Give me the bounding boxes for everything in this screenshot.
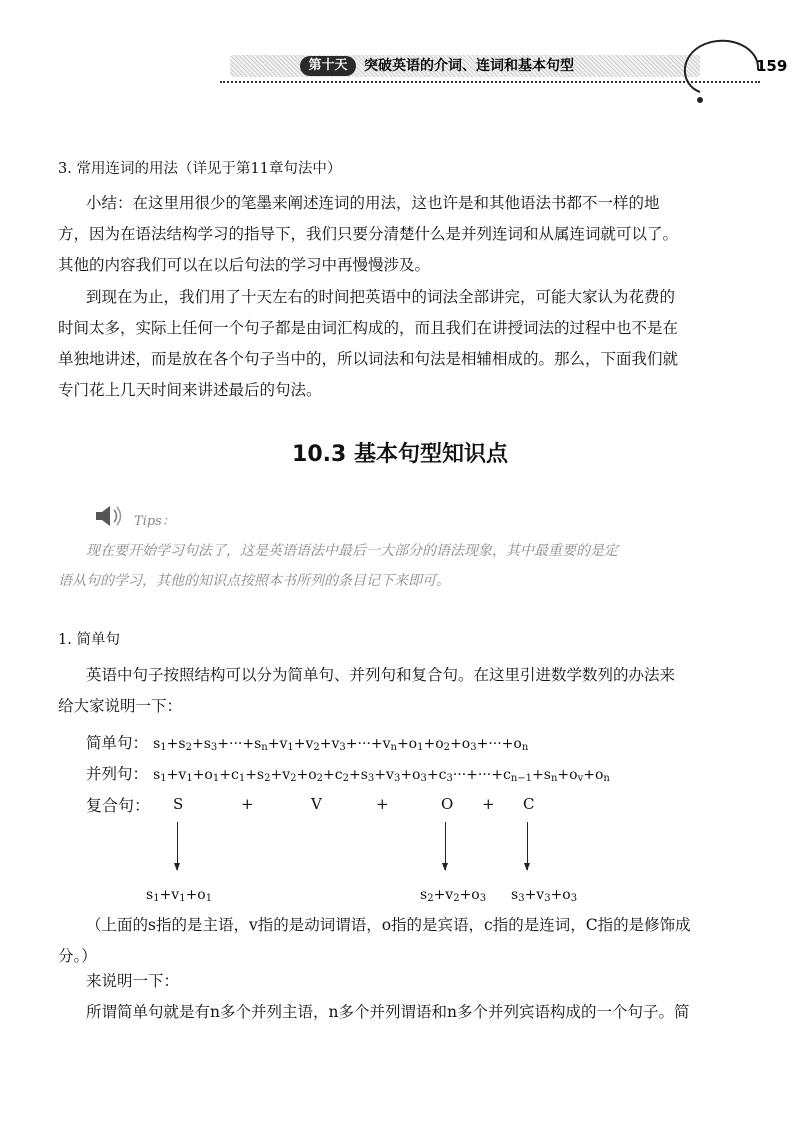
subhead-1: 1. 简单句 — [58, 632, 120, 648]
arrow-s — [177, 822, 178, 870]
tips-line: 语从句的学习，其他的知识点按照本书所列的条目记下来即可。 — [58, 573, 450, 589]
chapter-title: 突破英语的介词、连词和基本句型 — [364, 58, 574, 74]
complex-plus: + — [241, 795, 254, 813]
expansion-o: $s_2+v_2+o_3$ — [420, 887, 487, 904]
intro-line: 英语中句子按照结构可以分为简单句、并列句和复合句。在这里引进数学数列的办法来 — [86, 666, 676, 684]
compound-sentence-label: 并列句： — [86, 765, 149, 783]
complex-part-v: V — [311, 795, 322, 813]
paragraph-line: 到现在为止，我们用了十天左右的时间把英语中的词法全部讲完，可能大家认为花费的 — [86, 288, 676, 306]
compound-sentence-formula: $s_1+v_1+o_1+c_1+s_2+v_2+o_2+c_2+s_3+v_3+o_3+c_3\cdot\cdot\cdot+\cdot\cdot\cdot+c_{n-1}+s_n+o_v+o_n$ — [153, 767, 610, 784]
note-line: 分。） — [58, 947, 97, 965]
simple-sentence-label: 简单句： — [86, 734, 149, 752]
complex-plus: + — [482, 795, 495, 813]
page-number: 159 — [756, 57, 788, 75]
subhead-3: 3. 常用连词的用法（详见于第11章句法中） — [58, 161, 342, 177]
paragraph-line: 时间太多，实际上任何一个句子都是由词汇构成的，而且我们在讲授词法的过程中也不是在 — [58, 319, 679, 337]
paragraph-line: 专门花上几天时间来讲述最后的句法。 — [58, 381, 322, 399]
compound-sentence-row — [86, 762, 610, 784]
speaker-icon — [92, 502, 128, 530]
simple-sentence-formula: $s_1+s_2+s_3+\cdot\cdot\cdot+s_n+v_1+v_2+v_3+\cdot\cdot\cdot+v_n+o_1+o_2+o_3+\cdot\cdot\cdot+o_n$ — [153, 736, 529, 753]
summary-line: 其他的内容我们可以在以后句法的学习中再慢慢涉及。 — [58, 256, 431, 274]
summary-line: 方，因为在语法结构学习的指导下，我们只要分清楚什么是并列连词和从属连词就可以了。 — [58, 225, 679, 243]
intro-line: 给大家说明一下： — [58, 697, 183, 715]
simple-sentence-row — [86, 731, 528, 753]
tips-text — [58, 536, 748, 596]
arrow-o — [445, 822, 446, 870]
last-line: 所谓简单句就是有n多个并列主语，n多个并列谓语和n多个并列宾语构成的一个句子。简 — [86, 1003, 690, 1021]
tips-label: Tips： — [134, 514, 175, 529]
expansion-s: $s_1+v_1+o_1$ — [146, 887, 213, 904]
complex-part-s: S — [173, 795, 184, 813]
arrow-c — [527, 822, 528, 870]
complex-part-o: O — [441, 795, 454, 813]
complex-plus: + — [376, 795, 389, 813]
page-swirl-decoration — [660, 30, 770, 110]
expansion-c: $s_3+v_3+o_3$ — [511, 887, 578, 904]
note-line: （上面的s指的是主语，v指的是动词谓语，o指的是宾语，c指的是连词，C指的是修饰成 — [86, 916, 691, 934]
chapter-badge: 第十天 — [300, 56, 356, 76]
summary-line: 小结：在这里用很少的笔墨来阐述连词的用法，这也许是和其他语法书都不一样的地 — [86, 194, 660, 212]
complex-sentence-label: 复合句： — [86, 796, 151, 815]
complex-part-c: C — [523, 795, 535, 813]
explain-line: 来说明一下： — [86, 972, 180, 990]
section-title: 10.3 基本句型知识点 — [292, 442, 508, 467]
tips-line: 现在要开始学习句法了，这是英语语法中最后一大部分的语法现象，其中最重要的是定 — [86, 543, 618, 559]
paragraph-line: 单独地讲述，而是放在各个句子当中的，所以词法和句法是相辅相成的。那么，下面我们就 — [58, 350, 679, 368]
